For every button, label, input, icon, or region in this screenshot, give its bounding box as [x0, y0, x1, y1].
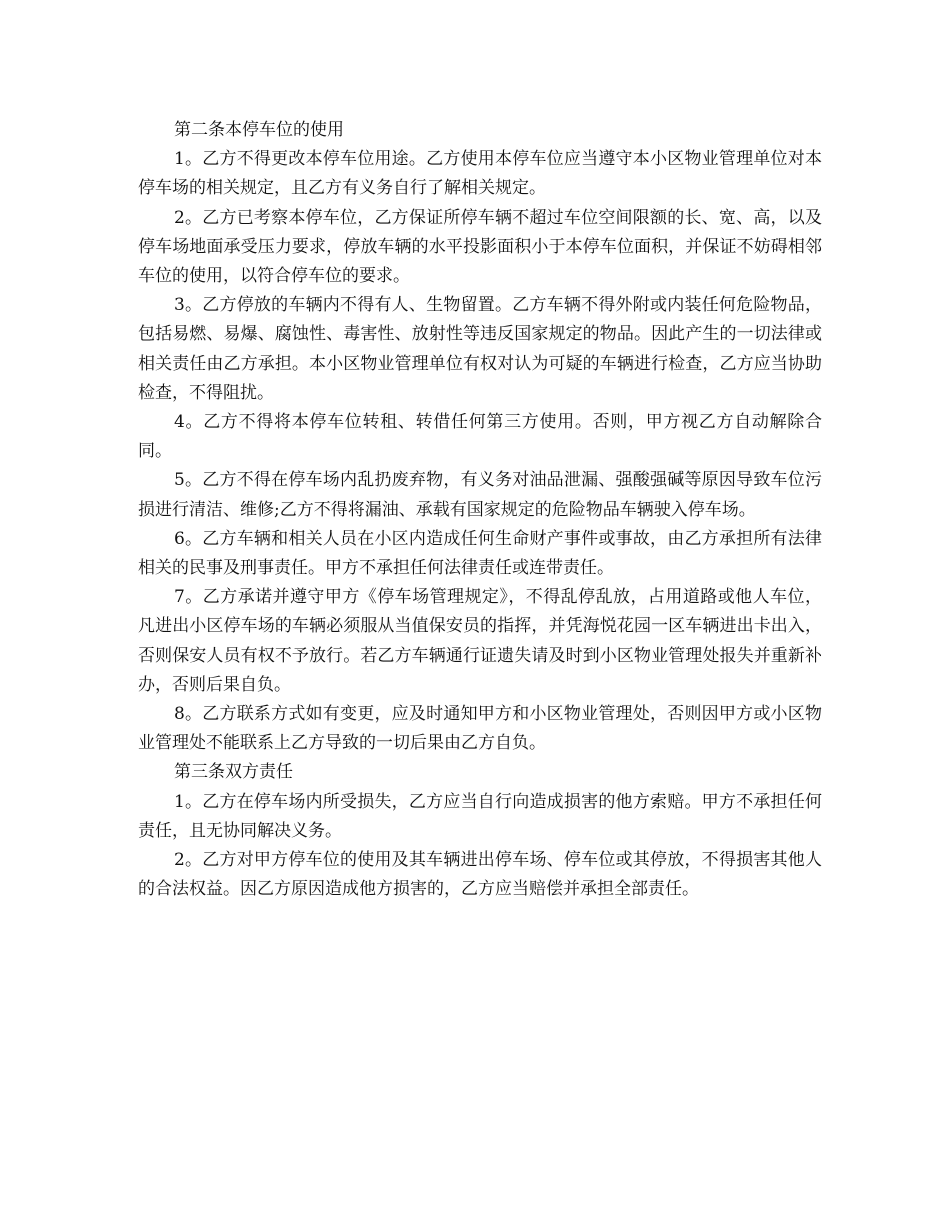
document-page: [138, 116, 822, 904]
section-2-item-8: 8。乙方联系方式如有变更，应及时通知甲方和小区物业管理处，否则因甲方或小区物业管理处不能联系上乙方导致的一切后果由乙方自负。: [138, 704, 822, 754]
section-3-heading: 第三条双方责任: [174, 762, 293, 783]
section-3-item-2: 2。乙方对甲方停车位的使用及其车辆进出停车场、停车位或其停放，不得损害其他人的合法权益。因乙方原因造成他方损害的，乙方应当赔偿并承担全部责任。: [138, 850, 822, 900]
section-2-item-5: 5。乙方不得在停车场内乱扔废弃物，有义务对油品泄漏、强酸强碱等原因导致车位污损进行清洁、维修;乙方不得将漏油、承载有国家规定的危险物品车辆驶入停车场。: [138, 470, 822, 520]
section-2-item-3: 3。乙方停放的车辆内不得有人、生物留置。乙方车辆不得外附或内装任何危险物品，包括易燃、易爆、腐蚀性、毒害性、放射性等违反国家规定的物品。因此产生的一切法律或相关责任由乙方承担。本小区物业管理单位有权对认为可疑的车辆进行检查，乙方应当协助检查，不得阻扰。: [138, 295, 822, 403]
section-2-item-1: 1。乙方不得更改本停车位用途。乙方使用本停车位应当遵守本小区物业管理单位对本停车场的相关规定，且乙方有义务自行了解相关规定。: [138, 149, 822, 199]
section-2-item-4: 4。乙方不得将本停车位转租、转借任何第三方使用。否则，甲方视乙方自动解除合同。: [138, 412, 822, 462]
section-3-item-1: 1。乙方在停车场内所受损失，乙方应当自行向造成损害的他方索赔。甲方不承担任何责任，且无协同解决义务。: [138, 791, 822, 841]
section-2-item-7: 7。乙方承诺并遵守甲方《停车场管理规定》，不得乱停乱放，占用道路或他人车位，凡进出小区停车场的车辆必须服从当值保安员的指挥，并凭海悦花园一区车辆进出卡出入，否则保安人员有权不予放行。若乙方车辆通行证遗失请及时到小区物业管理处报失并重新补办，否则后果自负。: [138, 587, 822, 695]
section-2-item-2: 2。乙方已考察本停车位，乙方保证所停车辆不超过车位空间限额的长、宽、高，以及停车场地面承受压力要求，停放车辆的水平投影面积小于本停车位面积，并保证不妨碍相邻车位的使用，以符合停车位的要求。: [138, 207, 822, 287]
section-2-heading: 第二条本停车位的使用: [174, 120, 344, 140]
section-2-item-6: 6。乙方车辆和相关人员在小区内造成任何生命财产事件或事故，由乙方承担所有法律相关的民事及刑事责任。甲方不承担任何法律责任或连带责任。: [138, 528, 822, 579]
